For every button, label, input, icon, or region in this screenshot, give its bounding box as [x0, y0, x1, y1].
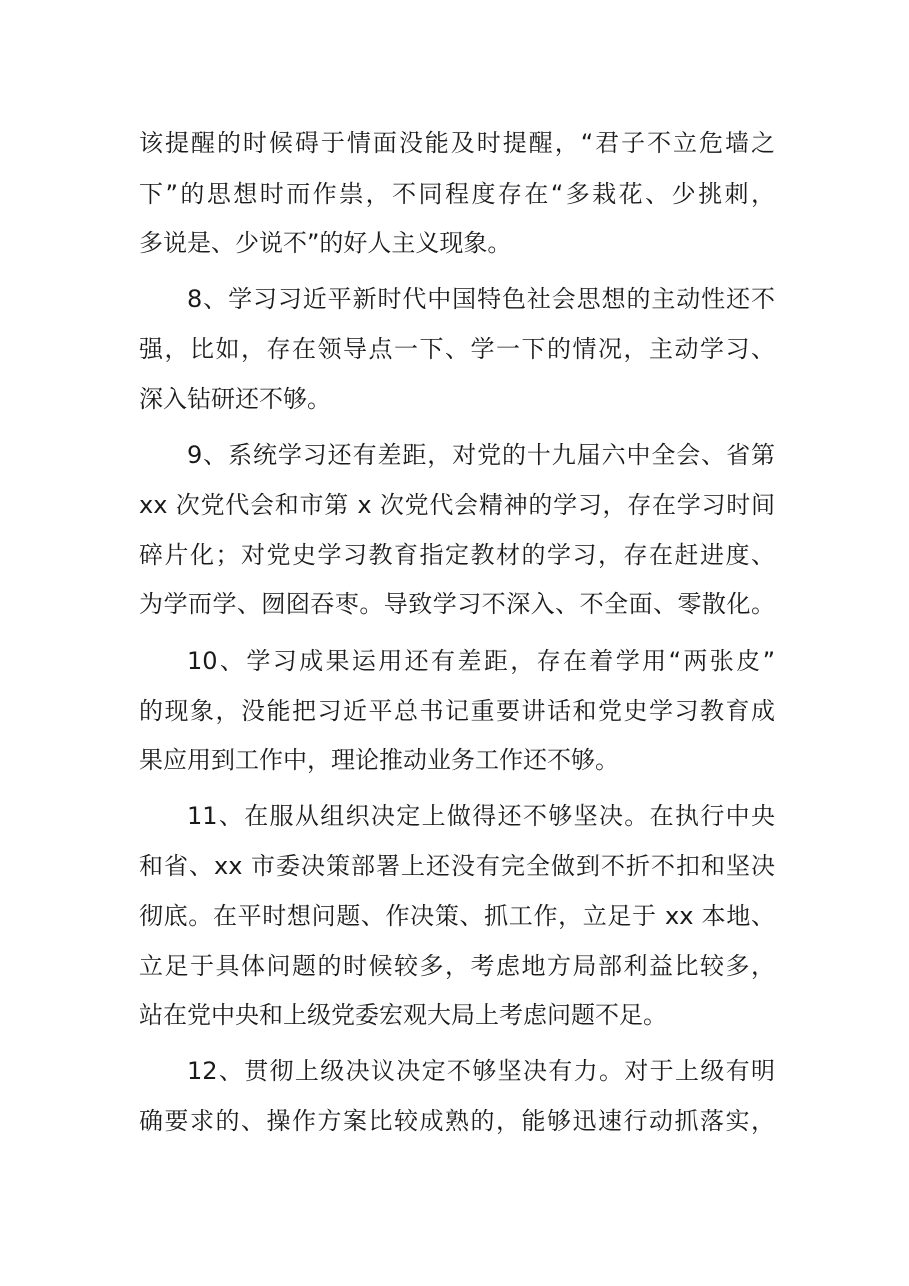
text-line: 彻底。在平时想问题、作决策、抓工作，立足于 xx 本地、 — [139, 902, 775, 930]
text-line: 多说是、少说不”的好人主义现象。 — [139, 229, 512, 257]
text-line: 12、贯彻上级决议决定不够坚决有力。对于上级有明 — [187, 1057, 775, 1085]
text-line: 立足于具体问题的时候较多，考虑地方局部利益比较多， — [139, 952, 775, 980]
text-line: 站在党中央和上级党委宏观大局上考虑问题不足。 — [139, 1001, 667, 1029]
text-line: 下”的思想时而作祟，不同程度存在“多栽花、少挑刺， — [139, 180, 775, 208]
text-line: 的现象，没能把习近平总书记重要讲话和党史学习教育成 — [139, 697, 775, 725]
text-line: 和省、xx 市委决策部署上还没有完全做到不折不扣和坚决 — [139, 852, 775, 880]
text-line: 为学而学、囫囵吞枣。导致学习不深入、不全面、零散化。 — [139, 590, 775, 618]
text-line: 该提醒的时候碍于情面没能及时提醒，“君子不立危墙之 — [139, 129, 775, 157]
text-line: 深入钻研还不够。 — [139, 385, 331, 413]
text-line: 11、在服从组织决定上做得还不够坚决。在执行中央 — [187, 802, 775, 830]
text-line: 10、学习成果运用还有差距，存在着学用“两张皮” — [187, 647, 775, 675]
text-line: 确要求的、操作方案比较成熟的，能够迅速行动抓落实， — [139, 1107, 775, 1135]
text-line: 碎片化；对党史学习教育指定教材的学习，存在赶进度、 — [139, 541, 775, 569]
text-line: 果应用到工作中，理论推动业务工作还不够。 — [139, 746, 619, 774]
text-line: 强，比如，存在领导点一下、学一下的情况，主动学习、 — [139, 335, 775, 363]
text-line: xx 次党代会和市第 x 次党代会精神的学习，存在学习时间 — [139, 491, 775, 519]
text-line: 9、系统学习还有差距，对党的十九届六中全会、省第 — [187, 441, 775, 469]
text-line: 8、学习习近平新时代中国特色社会思想的主动性还不 — [187, 285, 775, 313]
